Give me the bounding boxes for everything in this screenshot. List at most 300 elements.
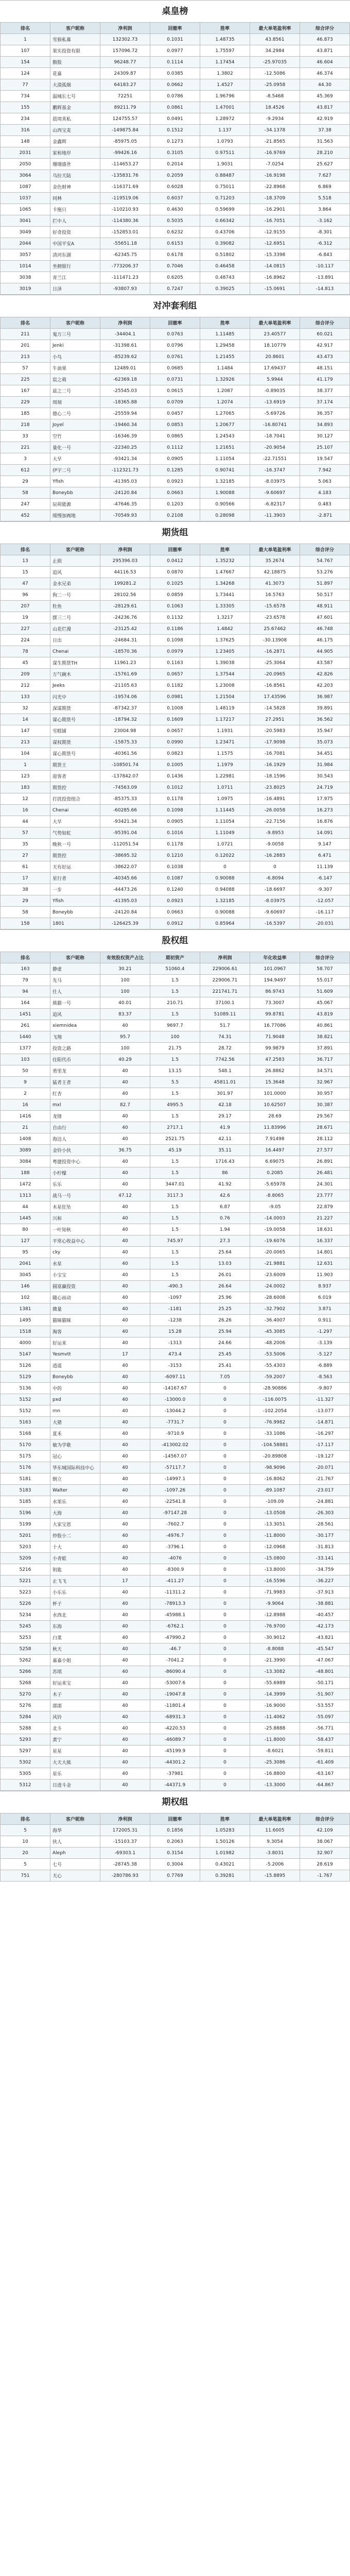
table-cell: 5209 — [1, 1553, 50, 1564]
table-row — [1, 1428, 350, 1439]
table-cell: 0.90566 — [200, 499, 250, 510]
table-cell: -2.871 — [300, 510, 350, 521]
table-cell: -89.1087 — [250, 1485, 300, 1496]
table-row — [1, 1167, 350, 1179]
table-cell: -3.162 — [300, 215, 350, 227]
table-cell: 0 — [200, 1439, 250, 1451]
table-cell: 0 — [250, 861, 300, 873]
table-cell: 27 — [1, 850, 50, 861]
table-cell: 99.8781 — [250, 1009, 300, 1020]
table-cell: 40 — [100, 1065, 150, 1077]
table-cell: -47646.35 — [100, 499, 150, 510]
nickname-cell: 中国平安A — [50, 238, 100, 249]
table-cell: -53.5006 — [250, 1349, 300, 1360]
table-cell: -18365.88 — [100, 397, 150, 408]
table-cell: 40 — [100, 1700, 150, 1711]
table-cell: 155 — [1, 102, 50, 113]
table-cell: -12.6951 — [250, 238, 300, 249]
nickname-cell: 水西北 — [50, 1609, 100, 1621]
table-cell: 15.3648 — [250, 1077, 300, 1088]
table-row — [1, 193, 350, 204]
table-cell: 41.9 — [200, 1122, 250, 1133]
table-cell: -18.3709 — [250, 193, 300, 204]
table-cell: 17 — [100, 1575, 150, 1587]
table-row — [1, 1655, 350, 1666]
nickname-cell: 大猪 — [50, 1417, 100, 1428]
table-cell: 1.5 — [150, 975, 200, 986]
table-cell: -44473.26 — [100, 884, 150, 895]
table-cell: 229006.71 — [200, 975, 250, 986]
table-cell: 48.911 — [300, 601, 350, 612]
table-row — [1, 1156, 350, 1167]
table-cell: 26.64 — [200, 1281, 250, 1292]
table-cell: 0 — [200, 1575, 250, 1587]
table-cell: 2050 — [1, 159, 50, 170]
table-cell: 104 — [1, 748, 50, 759]
table-cell: 0.0457 — [150, 408, 200, 419]
table-cell: 1.5 — [150, 1247, 200, 1258]
table-cell: -1313 — [150, 1337, 200, 1349]
table-cell: 28102.56 — [100, 589, 150, 601]
table-cell: 54.767 — [300, 555, 350, 567]
table-cell: 201 — [1, 340, 50, 351]
table-cell: 0.4630 — [150, 204, 200, 215]
table-row — [1, 1711, 350, 1723]
table-cell: 1.01982 — [200, 1848, 250, 1859]
table-cell: 40 — [100, 1621, 150, 1632]
table-cell: -8.301 — [300, 227, 350, 238]
table-cell: 1.11049 — [200, 827, 250, 839]
table-cell: 11.139 — [300, 861, 350, 873]
table-cell: 7.05 — [200, 1371, 250, 1383]
table-cell: 5196 — [1, 1507, 50, 1519]
table-cell: 18.4526 — [250, 102, 300, 113]
table-cell: -16.8062 — [250, 1473, 300, 1485]
column-header: 客户昵称 — [50, 317, 100, 329]
table-row — [1, 79, 350, 91]
section-title: 期权组 — [0, 1791, 350, 1813]
table-cell: 452 — [1, 510, 50, 521]
nickname-cell: Aleph — [50, 1848, 100, 1859]
nickname-cell: 猛者王者 — [50, 1077, 100, 1088]
table-row — [1, 1870, 350, 1882]
nickname-cell: 兴和 — [50, 1213, 100, 1224]
table-cell: 5 — [1, 1859, 50, 1870]
table-cell: -47.067 — [300, 1655, 350, 1666]
table-cell: -11.8000 — [250, 1530, 300, 1541]
table-cell: 40.01 — [100, 997, 150, 1009]
table-cell: 77 — [1, 79, 50, 91]
table-cell: -42.173 — [300, 1621, 350, 1632]
table-cell: 31.984 — [300, 759, 350, 771]
column-header: 客户昵称 — [50, 1814, 100, 1825]
table-cell: -34404.1 — [100, 329, 150, 340]
table-cell: -8.8088 — [250, 1643, 300, 1655]
table-row — [1, 1439, 350, 1451]
table-body — [1, 34, 350, 295]
table-cell: 89211.79 — [100, 102, 150, 113]
table-row — [1, 125, 350, 136]
column-header: 净利润 — [100, 1814, 150, 1825]
table-cell: -9.9064 — [250, 1598, 300, 1609]
table-cell: -62345.75 — [100, 249, 150, 261]
table-cell: 58.707 — [300, 963, 350, 975]
table-cell: -38622.07 — [100, 861, 150, 873]
table-cell: 40 — [100, 1224, 150, 1235]
table-row — [1, 975, 350, 986]
column-header: 客户昵称 — [50, 23, 100, 34]
table-cell: -33.1086 — [250, 1428, 300, 1439]
table-cell: 1377 — [1, 1043, 50, 1054]
table-row — [1, 1768, 350, 1780]
nickname-cell: 鹏辉基金 — [50, 102, 100, 113]
table-cell: 0.66342 — [200, 215, 250, 227]
table-cell: 5152 — [1, 1405, 50, 1417]
table-cell: 1.32185 — [200, 895, 250, 907]
table-cell: 316 — [1, 125, 50, 136]
nickname-cell: Chenai — [50, 805, 100, 816]
table-cell: 51060.4 — [150, 963, 200, 975]
table-cell: 83.37 — [100, 1009, 150, 1020]
table-cell: 0.0905 — [150, 453, 200, 465]
table-cell: 1313 — [1, 1190, 50, 1201]
table-row — [1, 1473, 350, 1485]
table-row — [1, 1485, 350, 1496]
table-cell: 0.0870 — [150, 567, 200, 578]
ranking-table — [0, 952, 350, 1791]
table-cell: 0.3004 — [150, 1859, 200, 1870]
table-cell: -1097 — [150, 1292, 200, 1303]
column-header: 净利润 — [100, 544, 150, 555]
table-cell: -22.8968 — [250, 181, 300, 193]
table-cell: 24.301 — [300, 1179, 350, 1190]
table-cell: 25.45 — [200, 1349, 250, 1360]
table-cell: 13 — [1, 555, 50, 567]
nickname-cell: 花嘉 — [50, 68, 100, 79]
column-header: 胜率 — [200, 23, 250, 34]
table-row — [1, 510, 350, 521]
table-cell: 0.0662 — [150, 79, 200, 91]
table-cell: 1.5 — [150, 1258, 200, 1269]
nickname-cell: 大海 — [50, 1507, 100, 1519]
table-cell: 0.1210 — [150, 850, 200, 861]
table-cell: -93421.34 — [100, 816, 150, 827]
table-cell: -114380.36 — [100, 215, 150, 227]
table-cell: 188 — [1, 1167, 50, 1179]
nickname-cell: Jenki — [50, 340, 100, 351]
table-cell: 0.0412 — [150, 555, 200, 567]
table-cell: 40 — [100, 1564, 150, 1575]
table-cell: -25.3064 — [250, 657, 300, 669]
nickname-cell: 金色财神 — [50, 181, 100, 193]
table-cell: -109.09 — [250, 1496, 300, 1507]
table-cell: 0 — [200, 1689, 250, 1700]
nickname-cell: 嘉嘉小姐 — [50, 1655, 100, 1666]
table-cell: -31398.61 — [100, 340, 150, 351]
table-cell: 5226 — [1, 1598, 50, 1609]
table-cell: -59.811 — [300, 1745, 350, 1757]
table-cell: 0.43706 — [200, 227, 250, 238]
nickname-cell: 拦中人 — [50, 215, 100, 227]
table-cell: 1.4527 — [200, 79, 250, 91]
table-cell: -9.0058 — [250, 839, 300, 850]
table-cell: 167 — [1, 385, 50, 397]
nickname-cell: Jeeks — [50, 680, 100, 691]
table-cell: 1014 — [1, 261, 50, 272]
table-cell: 43.819 — [300, 1009, 350, 1020]
nickname-cell: 宸之萌 — [50, 374, 100, 385]
header-row — [1, 544, 350, 555]
table-cell: 101.0967 — [250, 963, 300, 975]
table-cell: 40 — [100, 1507, 150, 1519]
table-row — [1, 1111, 350, 1122]
table-cell: 0.1240 — [150, 884, 200, 895]
table-cell: 37100.1 — [200, 997, 250, 1009]
nickname-cell: 杯子 — [50, 1598, 100, 1609]
table-row — [1, 1394, 350, 1405]
nickname-cell: 气势如虹 — [50, 827, 100, 839]
table-cell: 0.90088 — [200, 873, 250, 884]
nickname-cell: 倒立 — [50, 1473, 100, 1485]
table-cell: 79 — [1, 975, 50, 986]
table-cell: 127 — [1, 1235, 50, 1247]
table-cell: 37.38 — [300, 125, 350, 136]
table-cell: 47.601 — [300, 612, 350, 623]
table-cell: -31.813 — [300, 1541, 350, 1553]
table-cell: 40 — [100, 1723, 150, 1734]
table-cell: 26.8862 — [250, 1065, 300, 1077]
table-cell: 23.777 — [300, 1190, 350, 1201]
nickname-cell: 辰荷能源 — [50, 499, 100, 510]
table-cell: 0.911 — [300, 1315, 350, 1326]
table-cell: 40 — [100, 1088, 150, 1099]
table-cell: 100 — [100, 975, 150, 986]
column-header: 最大单笔盈利率 — [250, 317, 300, 329]
table-cell: 1.5 — [150, 1167, 200, 1179]
table-cell: 53.276 — [300, 567, 350, 578]
ranking-table — [0, 544, 350, 929]
table-row — [1, 1723, 350, 1734]
ranking-table — [0, 1813, 350, 1882]
table-cell: 9.3054 — [250, 1836, 300, 1848]
table-row — [1, 1326, 350, 1337]
table-cell: 0.1609 — [150, 714, 200, 725]
table-cell: -110210.93 — [100, 204, 150, 215]
table-cell: 1.2087 — [200, 385, 250, 397]
table-row — [1, 487, 350, 499]
table-cell: 0 — [200, 1666, 250, 1677]
table-row — [1, 555, 350, 567]
nickname-cell: 星星 — [50, 1745, 100, 1757]
nickname-cell: 星乐 — [50, 1768, 100, 1780]
nickname-cell: cky — [50, 1247, 100, 1258]
header-row — [1, 23, 350, 34]
table-row — [1, 329, 350, 340]
nickname-cell: 一叶知秋 — [50, 1224, 100, 1235]
table-cell: -13.3082 — [250, 1666, 300, 1677]
table-cell: 1518 — [1, 1326, 50, 1337]
table-cell: -25.8888 — [250, 1723, 300, 1734]
table-cell: 41.92 — [200, 1179, 250, 1190]
table-cell: 40 — [100, 1258, 150, 1269]
table-row — [1, 1575, 350, 1587]
nickname-cell: 山西宝麦 — [50, 125, 100, 136]
table-cell: -108501.74 — [100, 759, 150, 771]
table-cell: -16.7081 — [250, 748, 300, 759]
table-cell: 40 — [100, 1326, 150, 1337]
table-cell: 0 — [200, 1621, 250, 1632]
table-cell: 1.11445 — [200, 805, 250, 816]
nickname-cell: 东海 — [50, 1621, 100, 1632]
table-cell: 0 — [200, 1564, 250, 1575]
table-cell: 20 — [1, 1848, 50, 1859]
table-cell: 1.37544 — [200, 669, 250, 680]
table-cell: -55.097 — [300, 1711, 350, 1723]
table-cell: 745.97 — [150, 1235, 200, 1247]
table-cell: 42.6 — [200, 1190, 250, 1201]
nickname-cell: 期货控 — [50, 850, 100, 861]
table-cell: 0.0853 — [150, 419, 200, 431]
table-cell: 14.801 — [300, 1247, 350, 1258]
table-cell: -30.177 — [300, 1530, 350, 1541]
table-cell: 0.1203 — [150, 499, 200, 510]
table-cell: -16.9769 — [250, 147, 300, 159]
table-cell: 218 — [1, 419, 50, 431]
nickname-cell: 金铃小伙 — [50, 1145, 100, 1156]
nickname-cell: 伙人 — [50, 1836, 100, 1848]
table-cell: 0 — [200, 1383, 250, 1394]
table-cell: 0.0861 — [150, 102, 200, 113]
table-cell: 35.2674 — [250, 555, 300, 567]
table-cell: 0.97511 — [200, 147, 250, 159]
table-cell: -45199.9 — [150, 1745, 200, 1757]
table-cell: 0.0981 — [150, 691, 200, 703]
table-cell: 0.1178 — [150, 793, 200, 805]
table-row — [1, 601, 350, 612]
table-cell: -16.2871 — [250, 646, 300, 657]
table-cell: -15.0800 — [250, 1553, 300, 1564]
table-row — [1, 1666, 350, 1677]
table-cell: 210.71 — [150, 997, 200, 1009]
table-cell: 1.1979 — [200, 759, 250, 771]
table-cell: -15103.37 — [100, 1836, 150, 1848]
table-cell: 40 — [100, 1757, 150, 1768]
table-cell: 23004.98 — [100, 725, 150, 737]
table-cell: 0.0385 — [150, 68, 200, 79]
table-cell: 1.21651 — [200, 442, 250, 453]
table-cell: 261 — [1, 1020, 50, 1031]
table-cell: 0.94088 — [200, 884, 250, 895]
table-cell: -23.017 — [300, 1485, 350, 1496]
table-cell: 17.975 — [300, 793, 350, 805]
nickname-cell: 期货控 — [50, 782, 100, 793]
table-cell: -16.2883 — [250, 850, 300, 861]
nickname-cell: 黄宁 — [50, 1734, 100, 1745]
table-cell: 23.40577 — [250, 329, 300, 340]
table-cell: 4995.5 — [150, 1099, 200, 1111]
table-cell: -20.0065 — [250, 1247, 300, 1258]
table-cell: 44 — [1, 1201, 50, 1213]
table-cell: 12489.01 — [100, 363, 150, 374]
table-cell: 37.891 — [300, 1043, 350, 1054]
table-row — [1, 1632, 350, 1643]
table-cell: -6.82317 — [250, 499, 300, 510]
table-cell: -36.4007 — [250, 1315, 300, 1326]
table-cell: -16.8561 — [250, 680, 300, 691]
table-header — [1, 1814, 350, 1825]
table-cell: 158 — [1, 918, 50, 929]
nickname-cell: 珊瑚盛世 — [50, 159, 100, 170]
table-cell: 25.67462 — [250, 623, 300, 635]
table-cell: -60285.66 — [100, 805, 150, 816]
nickname-cell: 好奇投资 — [50, 227, 100, 238]
table-cell: -46089.7 — [150, 1734, 200, 1745]
table-cell: 30.21 — [100, 963, 150, 975]
table-cell: 0 — [200, 1541, 250, 1553]
table-cell: 40 — [100, 1156, 150, 1167]
table-cell: 40 — [100, 1780, 150, 1791]
table-row — [1, 1269, 350, 1281]
table-row — [1, 748, 350, 759]
nickname-cell: 七号 — [50, 1859, 100, 1870]
table-row — [1, 1099, 350, 1111]
table-cell: -8.6021 — [250, 1745, 300, 1757]
table-cell: 1.21504 — [200, 691, 250, 703]
table-cell: 5.518 — [300, 193, 350, 204]
table-cell: -152853.01 — [100, 227, 150, 238]
table-cell: 3038 — [1, 272, 50, 283]
table-cell: 43.587 — [300, 657, 350, 669]
table-row — [1, 1224, 350, 1235]
table-row — [1, 827, 350, 839]
table-cell: 25.627 — [300, 159, 350, 170]
nickname-cell: 兹之二号 — [50, 385, 100, 397]
table-cell: -1097.26 — [150, 1485, 200, 1496]
table-cell: 34.451 — [300, 748, 350, 759]
table-cell: 10 — [1, 1836, 50, 1848]
table-cell: 1.32926 — [200, 374, 250, 385]
table-row — [1, 907, 350, 918]
column-header: 综合评分 — [300, 952, 350, 963]
table-cell: 26.26 — [200, 1315, 250, 1326]
table-cell: 86 — [200, 1167, 250, 1179]
table-cell: 16.4497 — [250, 1145, 300, 1156]
table-cell: 0.0859 — [150, 589, 200, 601]
nickname-cell: 乐乐 — [50, 1179, 100, 1190]
nickname-cell: 温城长七号 — [50, 91, 100, 102]
table-cell: 11.83996 — [250, 1122, 300, 1133]
table-cell: -3153 — [150, 1360, 200, 1371]
table-row — [1, 782, 350, 793]
table-cell: 28.112 — [300, 1133, 350, 1145]
table-cell: 42.18875 — [250, 567, 300, 578]
table-cell: 42.18 — [200, 1099, 250, 1111]
table-cell: -20.9054 — [250, 442, 300, 453]
table-cell: 1.1575 — [200, 748, 250, 759]
table-row — [1, 1371, 350, 1383]
table-cell: 36.987 — [300, 691, 350, 703]
table-cell: -30.13908 — [250, 635, 300, 646]
table-cell: 1.22981 — [200, 771, 250, 782]
table-cell: -9710.9 — [150, 1428, 200, 1439]
nickname-cell: 白菜 — [50, 1632, 100, 1643]
table-cell: 123 — [1, 771, 50, 782]
table-cell: 96248.77 — [100, 57, 150, 68]
table-cell: 20.8601 — [250, 351, 300, 363]
table-cell: 5201 — [1, 1530, 50, 1541]
table-cell: 40 — [100, 1734, 150, 1745]
table-row — [1, 1088, 350, 1099]
